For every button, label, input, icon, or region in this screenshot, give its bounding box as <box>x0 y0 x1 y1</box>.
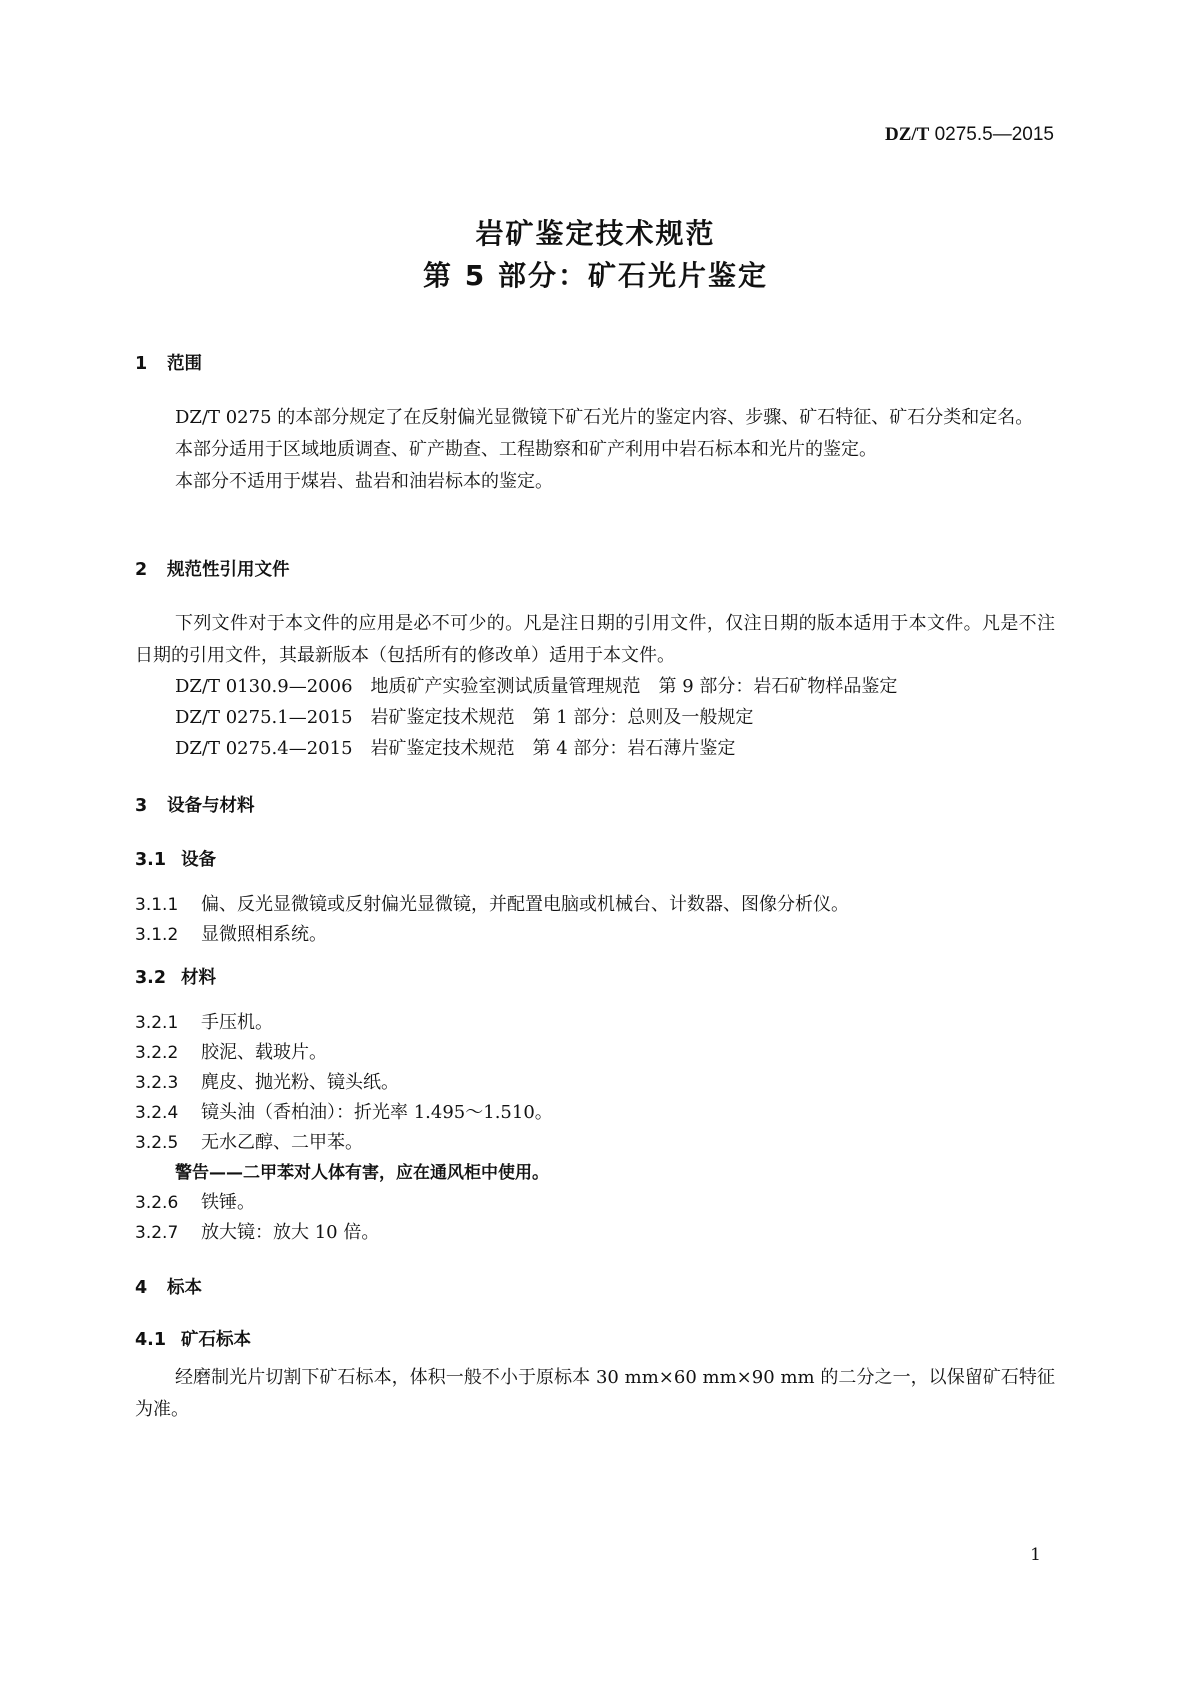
section-number: 3 <box>135 796 148 816</box>
section-title: 设备与材料 <box>167 796 255 816</box>
item-number: 3.2.7 <box>135 1223 179 1243</box>
item-number: 3.2.1 <box>135 1013 179 1033</box>
reference-item: DZ/T 0275.4—2015 岩矿鉴定技术规范 第 4 部分：岩石薄片鉴定 <box>175 738 736 759</box>
item-text: 铁锤。 <box>201 1192 255 1213</box>
list-item <box>135 1218 379 1244</box>
section-title: 设备 <box>181 850 216 870</box>
section-number: 2 <box>135 560 148 580</box>
item-number: 3.2.3 <box>135 1073 179 1093</box>
item-text: 胶泥、载玻片。 <box>201 1042 327 1063</box>
list-item <box>135 1098 553 1124</box>
section-2-heading <box>135 556 290 581</box>
item-text: 麂皮、抛光粉、镜头纸。 <box>201 1072 399 1093</box>
subsection-4-1-heading <box>135 1326 251 1351</box>
section-4-body <box>135 1362 1055 1426</box>
reference-item: DZ/T 0130.9—2006 地质矿产实验室测试质量管理规范 第 9 部分：岩石矿物样品鉴定 <box>175 676 898 697</box>
section-number: 1 <box>135 354 148 374</box>
list-item <box>135 890 849 916</box>
document-subtitle: 第 5 部分：矿石光片鉴定 <box>423 259 768 292</box>
subsection-3-2-heading <box>135 964 216 989</box>
section-number: 4.1 <box>135 1330 167 1350</box>
section-number: 3.2 <box>135 968 167 988</box>
page-number: 1 <box>1030 1545 1041 1565</box>
section-1-body <box>135 402 1055 498</box>
subsection-3-1-heading <box>135 846 216 871</box>
item-text: 显微照相系统。 <box>201 924 327 945</box>
list-item <box>135 1128 363 1154</box>
section-number: 4 <box>135 1278 148 1298</box>
paragraph: DZ/T 0275 的本部分规定了在反射偏光显微镜下矿石光片的鉴定内容、步骤、矿石特征、矿石分类和定名。 <box>175 407 1034 428</box>
section-4-heading <box>135 1274 202 1299</box>
standard-code <box>885 124 1054 146</box>
section-title: 规范性引用文件 <box>167 560 290 580</box>
list-item <box>135 1068 399 1094</box>
section-title: 矿石标本 <box>181 1330 251 1350</box>
paragraph: 本部分适用于区域地质调查、矿产勘查、工程勘察和矿产利用中岩石标本和光片的鉴定。 <box>175 439 877 460</box>
paragraph: 本部分不适用于煤岩、盐岩和油岩标本的鉴定。 <box>175 471 553 492</box>
standard-code-number: 0275.5—2015 <box>934 124 1054 145</box>
list-item <box>135 920 327 946</box>
item-number: 3.2.5 <box>135 1133 179 1153</box>
paragraph: 下列文件对于本文件的应用是必不可少的。凡是注日期的引用文件，仅注日期的版本适用于本文件。凡是不注日期的引用文件，其最新版本（包括所有的修改单）适用于本文件。 <box>135 613 1055 666</box>
item-text: 镜头油（香柏油）：折光率 1.495～1.510。 <box>201 1102 553 1123</box>
section-title: 范围 <box>167 354 202 374</box>
standard-code-prefix: DZ/T <box>884 124 930 145</box>
warning-note: 警告——二甲苯对人体有害，应在通风柜中使用。 <box>175 1163 549 1183</box>
list-item <box>135 1188 255 1214</box>
section-2-body <box>135 608 1055 672</box>
item-number: 3.2.4 <box>135 1103 179 1123</box>
item-number: 3.1.2 <box>135 925 179 945</box>
item-number: 3.1.1 <box>135 895 179 915</box>
document-title: 岩矿鉴定技术规范 <box>475 217 716 250</box>
item-number: 3.2.6 <box>135 1193 179 1213</box>
section-3-heading <box>135 792 255 817</box>
section-title: 材料 <box>181 968 216 988</box>
paragraph: 经磨制光片切割下矿石标本，体积一般不小于原标本 30 mm×60 mm×90 mm 的二分之一，以保留矿石特征为准。 <box>135 1367 1055 1420</box>
item-text: 放大镜：放大 10 倍。 <box>201 1222 380 1243</box>
item-text: 偏、反光显微镜或反射偏光显微镜，并配置电脑或机械台、计数器、图像分析仪。 <box>201 894 849 915</box>
section-title: 标本 <box>167 1278 202 1298</box>
section-1-heading <box>135 350 202 375</box>
item-number: 3.2.2 <box>135 1043 179 1063</box>
reference-item: DZ/T 0275.1—2015 岩矿鉴定技术规范 第 1 部分：总则及一般规定 <box>175 707 754 728</box>
list-item <box>135 1038 327 1064</box>
item-text: 无水乙醇、二甲苯。 <box>201 1132 363 1153</box>
section-number: 3.1 <box>135 850 167 870</box>
item-text: 手压机。 <box>201 1012 273 1033</box>
list-item <box>135 1008 273 1034</box>
